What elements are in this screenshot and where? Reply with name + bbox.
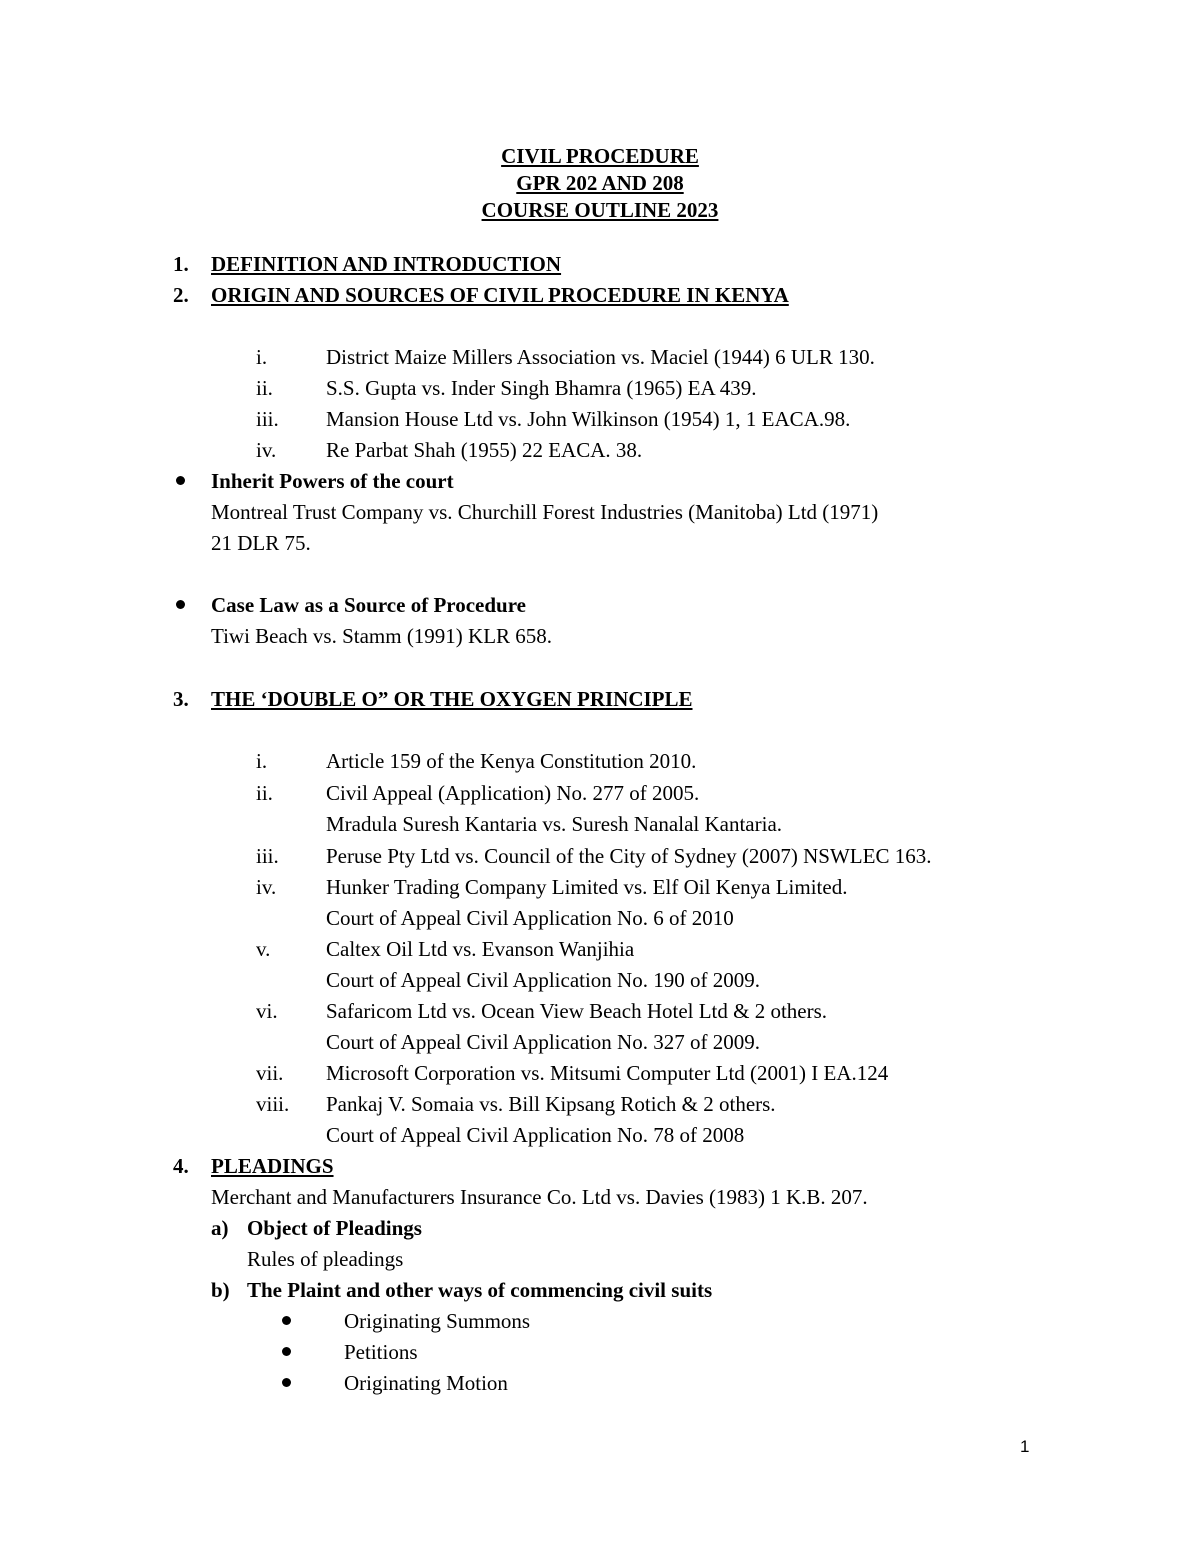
subheading-inherit-powers: Inherit Powers of the court [211, 469, 454, 493]
case-citation: Tiwi Beach vs. Stamm (1991) KLR 658. [211, 624, 553, 648]
section-4-number: 4. [173, 1154, 189, 1178]
section-2-number: 2. [173, 283, 189, 307]
case-citation: Civil Appeal (Application) No. 277 of 2005. [326, 781, 700, 805]
case-number: iii. [256, 407, 279, 431]
case-citation: Peruse Pty Ltd vs. Council of the City of Sydney (2007) NSWLEC 163. [326, 844, 932, 868]
page-number: 1 [1020, 1437, 1030, 1456]
case-number: v. [256, 937, 271, 961]
section-4-heading: PLEADINGS [211, 1154, 334, 1178]
title-line-2: GPR 202 AND 208 [516, 171, 684, 195]
section-3-heading: THE ‘DOUBLE O” OR THE OXYGEN PRINCIPLE [211, 687, 693, 711]
case-citation-continued: Court of Appeal Civil Application No. 6 of 2010 [326, 906, 734, 930]
case-citation: Microsoft Corporation vs. Mitsumi Computer Ltd (2001) I EA.124 [326, 1061, 889, 1085]
section-1-heading: DEFINITION AND INTRODUCTION [211, 252, 562, 276]
bullet-icon [176, 600, 185, 609]
case-number: iii. [256, 844, 279, 868]
list-item: Originating Motion [344, 1371, 508, 1395]
case-citation: Safaricom Ltd vs. Ocean View Beach Hotel Ltd & 2 others. [326, 999, 828, 1023]
case-citation: Mansion House Ltd vs. John Wilkinson (1954) 1, 1 EACA.98. [326, 407, 851, 431]
case-number: iv. [256, 438, 277, 462]
section-3-number: 3. [173, 687, 189, 711]
subheading-case-law: Case Law as a Source of Procedure [211, 593, 526, 617]
case-citation: Hunker Trading Company Limited vs. Elf Oil Kenya Limited. [326, 875, 848, 899]
case-citation: Pankaj V. Somaia vs. Bill Kipsang Rotich & 2 others. [326, 1092, 776, 1116]
title-line-1: CIVIL PROCEDURE [501, 144, 699, 168]
case-number: vii. [256, 1061, 284, 1085]
case-citation: District Maize Millers Association vs. Maciel (1944) 6 ULR 130. [326, 345, 875, 369]
case-citation: Merchant and Manufacturers Insurance Co. Ltd vs. Davies (1983) 1 K.B. 207. [211, 1185, 868, 1209]
case-citation-continued: Court of Appeal Civil Application No. 190 of 2009. [326, 968, 760, 992]
case-citation: Montreal Trust Company vs. Churchill Forest Industries (Manitoba) Ltd (1971) [211, 500, 879, 524]
case-number: vi. [256, 999, 278, 1023]
subsection-a-heading: Object of Pleadings [247, 1216, 422, 1240]
case-number: i. [256, 345, 268, 369]
section-2-heading: ORIGIN AND SOURCES OF CIVIL PROCEDURE IN KENYA [211, 283, 789, 307]
case-citation-continued: Court of Appeal Civil Application No. 327 of 2009. [326, 1030, 760, 1054]
case-citation-continued: Mradula Suresh Kantaria vs. Suresh Nanalal Kantaria. [326, 812, 783, 836]
subsection-b-label: b) [211, 1278, 230, 1302]
case-citation: Re Parbat Shah (1955) 22 EACA. 38. [326, 438, 643, 462]
case-citation: Article 159 of the Kenya Constitution 2010. [326, 749, 697, 773]
case-number: iv. [256, 875, 277, 899]
subsection-a-label: a) [211, 1216, 229, 1240]
case-citation-continued: Court of Appeal Civil Application No. 78 of 2008 [326, 1123, 745, 1147]
list-item: Originating Summons [344, 1309, 531, 1333]
subsection-a-text: Rules of pleadings [247, 1247, 404, 1271]
case-number: ii. [256, 781, 273, 805]
section-1-number: 1. [173, 252, 189, 276]
bullet-icon [282, 1316, 291, 1325]
case-number: i. [256, 749, 268, 773]
case-citation: S.S. Gupta vs. Inder Singh Bhamra (1965) EA 439. [326, 376, 757, 400]
bullet-icon [282, 1347, 291, 1356]
bullet-icon [282, 1378, 291, 1387]
bullet-icon [176, 476, 185, 485]
title-line-3: COURSE OUTLINE 2023 [481, 198, 719, 222]
case-number: viii. [256, 1092, 290, 1116]
subsection-b-heading: The Plaint and other ways of commencing civil suits [247, 1278, 713, 1302]
list-item: Petitions [344, 1340, 418, 1364]
case-citation: Caltex Oil Ltd vs. Evanson Wanjihia [326, 937, 635, 961]
case-number: ii. [256, 376, 273, 400]
case-citation-continued: 21 DLR 75. [211, 531, 311, 555]
